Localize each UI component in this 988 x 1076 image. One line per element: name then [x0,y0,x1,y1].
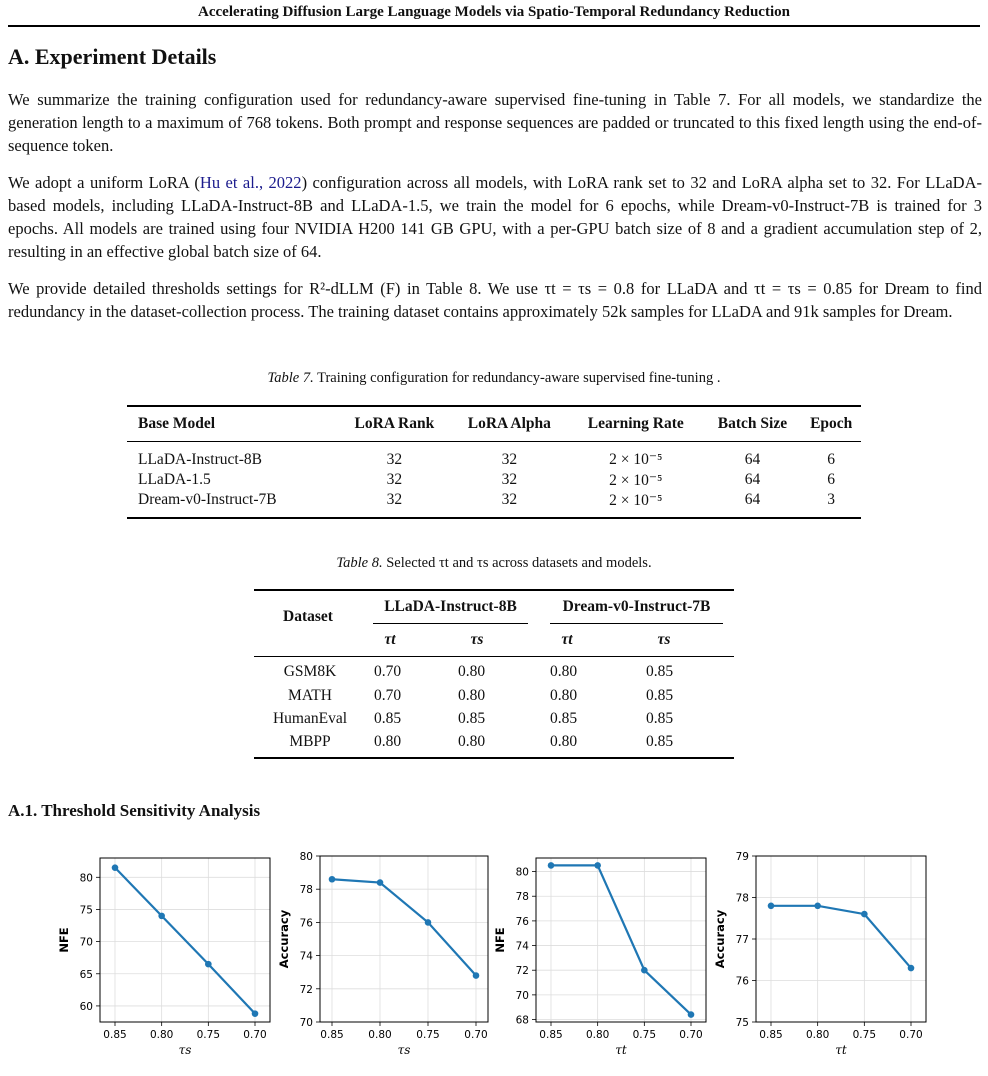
table-cell: LLaDA-Instruct-8B [138,451,262,468]
table8-group2-rule [550,623,723,624]
x-tick-label: 0.75 [632,1029,657,1041]
table-cell: 6 [827,471,836,488]
data-point [112,864,119,871]
data-point [814,903,821,910]
data-point [158,913,165,920]
table-cell: MBPP [289,732,331,750]
table-cell: 0.80 [550,732,578,750]
data-point [594,862,601,869]
table-cell: 32 [501,471,518,488]
data-point [908,965,915,972]
x-tick-label: 0.80 [805,1029,830,1041]
data-point [548,862,555,869]
y-tick-label: 76 [299,917,313,930]
table-row [254,684,734,707]
header-rule [8,25,980,27]
citation-link[interactable]: Hu et al., 2022 [199,173,302,192]
table7-header: LoRA Rank [354,414,435,432]
data-point [641,967,648,974]
chart-nfe-vs-tau-s [58,848,280,1060]
table8-header-dataset: Dataset [283,608,333,625]
y-tick-label: 75 [79,904,93,917]
table7-header: Base Model [138,414,216,432]
table-cell: LLaDA-1.5 [138,471,211,488]
y-tick-label: 65 [79,968,93,981]
plot-frame [536,858,706,1022]
series-line [115,868,255,1014]
series-line [332,879,476,975]
table8-caption-label: Table 8. [336,555,383,571]
table8-mid-rule [254,656,734,657]
table-cell: 0.80 [458,732,486,750]
x-tick-label: 0.80 [585,1029,610,1041]
x-tick-label: 0.70 [243,1029,267,1041]
y-axis-label: NFE [57,927,71,953]
x-tick-label: 0.75 [852,1029,877,1041]
data-point [861,911,868,918]
y-tick-label: 80 [79,872,93,885]
table7-header: LoRA Alpha [467,414,551,432]
y-tick-label: 74 [515,940,529,953]
y-tick-label: 70 [79,936,93,949]
data-point [205,961,212,968]
table8-top-rule [254,589,734,591]
table8-subheader: τs [657,631,671,648]
paragraph-2-rest: ) configuration across all models, with LoRA rank set to 32 and LoRA alpha set to 32. For LLaDA-based models, including LLaDA-Instruct-8B and LLaDA-1.5, we train the model for 6 epochs, while Dream-v0-Instruct-7B is trained for 3 epochs. All models are trained using four NVIDIA H200 141 GB GPU, with a per-GPU batch size of 8 and a gradient accumulation step of 2, resulting in an effective global batch size of 64. [8,173,982,261]
table-row [127,491,861,518]
y-tick-label: 75 [735,1017,749,1029]
y-tick-label: 78 [735,892,749,905]
data-point [329,876,336,883]
x-tick-label: 0.75 [416,1029,440,1041]
table-cell: 0.85 [458,709,486,727]
table-row [254,660,734,684]
y-tick-label: 70 [299,1017,313,1029]
series-line [771,906,911,968]
table-cell: 32 [501,491,518,508]
y-tick-label: 78 [299,884,313,897]
x-tick-label: 0.70 [679,1029,703,1041]
table7-header: Batch Size [717,414,788,432]
table-cell: 2 × 10⁻⁵ [609,492,663,509]
table7-caption [0,370,988,387]
y-tick-label: 76 [735,975,749,988]
subsection-title: A.1. Threshold Sensitivity Analysis [8,801,261,820]
y-tick-label: 80 [299,851,313,863]
y-tick-label: 76 [515,915,529,928]
y-tick-label: 74 [299,950,313,963]
table-cell: 0.85 [550,709,578,727]
table-8 [254,660,734,753]
x-axis-label: τt [615,1043,627,1057]
table7-header: Epoch [810,414,853,432]
table-cell: 0.80 [458,663,486,680]
series-line [551,865,691,1014]
paragraph-2 [8,171,982,263]
y-tick-label: 72 [515,965,529,978]
table-cell: 0.85 [646,709,674,727]
table-cell: 0.80 [458,686,486,704]
x-tick-label: 0.85 [539,1029,563,1041]
table-cell: 32 [386,451,403,468]
data-point [473,972,480,979]
x-axis-label: τs [178,1043,192,1057]
y-tick-label: 60 [79,1000,93,1013]
x-tick-label: 0.85 [759,1029,783,1041]
running-head: Accelerating Diffusion Large Language Models via Spatio-Temporal Redundancy Reduction [198,4,790,20]
x-tick-label: 0.70 [899,1029,923,1041]
data-point [252,1010,259,1017]
table8-subheader: τs [470,631,484,648]
table8-caption-text: Selected τt and τs across datasets and models. [386,555,652,571]
table-cell: GSM8K [283,663,337,680]
table7-header-row [127,406,861,441]
chart-accuracy-vs-tau-s [278,848,490,1060]
data-point [377,879,384,886]
y-axis-label: Accuracy [713,909,727,969]
table-cell: 0.70 [374,686,402,704]
y-tick-label: 79 [735,851,749,863]
table-row [127,441,861,469]
y-tick-label: 70 [515,989,529,1002]
paragraph-2-start: We adopt a uniform LoRA ( [8,173,200,192]
x-tick-label: 0.80 [149,1029,174,1041]
table-cell: 2 × 10⁻⁵ [609,451,663,468]
y-tick-label: 80 [515,866,529,879]
y-tick-label: 78 [515,891,529,904]
x-axis-label: τs [397,1043,411,1057]
table-cell: 0.80 [550,686,578,704]
table-cell: 64 [744,491,761,508]
table-cell: 0.85 [374,709,402,727]
table-cell: HumanEval [272,709,348,727]
table-cell: 0.80 [550,663,578,680]
y-tick-label: 77 [735,934,749,946]
table-cell: 32 [501,451,518,468]
x-tick-label: 0.75 [196,1029,221,1041]
table-cell: 0.70 [374,663,402,680]
chart-accuracy-vs-tau-t [714,848,930,1060]
table-cell: 64 [744,471,761,488]
y-axis-label: Accuracy [277,909,291,969]
paragraph-3: We provide detailed thresholds settings for R²-dLLM (F) in Table 8. We use τt = τs = 0.8 for LLaDA and τt = τs = 0.85 for Dream to find redundancy in the dataset-collection process. The training dataset contains approximately 52k samples for LLaDA and 91k samples for Dream. [8,279,982,321]
x-tick-label: 0.80 [368,1029,392,1041]
section-title: A. Experiment Details [8,44,217,69]
table-cell: MATH [288,686,332,704]
table8-subheader: τt [561,631,573,648]
x-tick-label: 0.85 [103,1029,127,1041]
x-tick-label: 0.85 [320,1029,344,1041]
table7-caption-label: Table 7. [267,370,314,386]
table8-group1-rule [373,623,528,624]
x-tick-label: 0.70 [464,1029,488,1041]
table-cell: 0.85 [646,732,674,750]
table8-group2: Dream-v0-Instruct-7B [562,598,711,615]
data-point [768,903,775,910]
table-cell: 32 [386,471,403,488]
x-axis-label: τt [835,1043,847,1057]
table-cell: 0.85 [646,663,674,680]
table8-group1: LLaDA-Instruct-8B [384,598,517,615]
y-axis-label: NFE [493,927,507,953]
table-cell: 0.85 [646,686,674,704]
table-row [127,469,861,491]
table8-bottom-rule [254,757,734,759]
table-cell: 2 × 10⁻⁵ [609,471,663,489]
data-point [688,1011,695,1018]
table7-header: Learning Rate [587,414,684,432]
paragraph-1: We summarize the training configuration used for redundancy-aware supervised fine-tuning in Table 7. For all models, we standardize the generation length to a maximum of 768 tokens. Both prompt and response sequences are padded or truncated to this fixed length using the end-of-sequence token. [8,90,982,155]
y-tick-label: 68 [515,1014,529,1027]
table-cell: Dream-v0-Instruct-7B [138,491,277,508]
data-point [425,919,432,926]
table-7 [127,405,861,519]
table-cell: 0.80 [374,732,402,750]
y-tick-label: 72 [299,983,313,996]
table-cell: 3 [827,491,836,508]
chart-nfe-vs-tau-t [494,848,708,1060]
table-cell: 6 [827,451,836,468]
table-row [254,707,734,730]
table-cell: 64 [744,451,761,468]
table8-subheader: τt [384,631,396,648]
table8-caption [0,555,988,572]
table-cell: 32 [386,491,403,508]
table7-caption-text: Training configuration for redundancy-aware supervised fine-tuning . [317,370,721,386]
table-row [254,730,734,753]
